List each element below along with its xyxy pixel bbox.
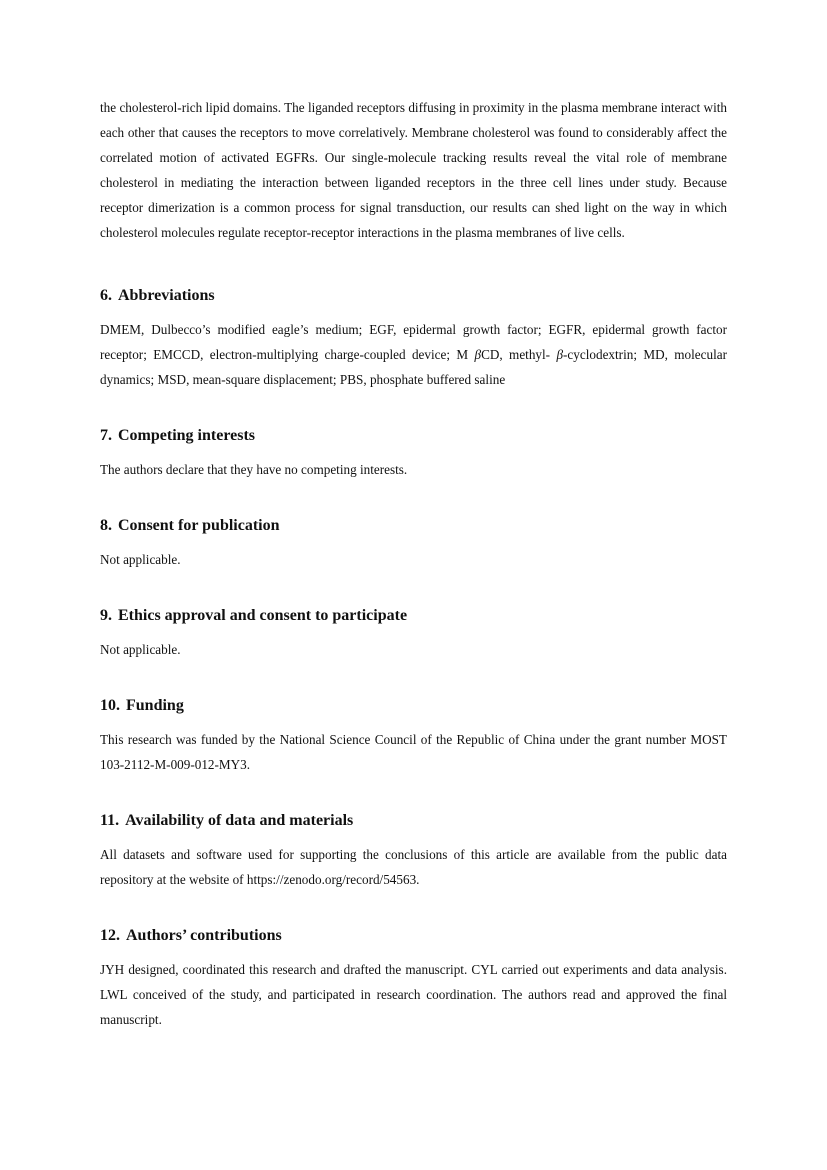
section-heading [100, 515, 727, 537]
competing-interests-paragraph: The authors declare that they have no competing interests. [100, 462, 408, 477]
section-title: Consent for publication [118, 517, 280, 534]
section-title: Abbreviations [118, 287, 215, 304]
abbrev-text-1: DMEM, Dulbecco’s modified eagle’s medium; EGF, epidermal growth factor; EGFR, epidermal growth factor receptor; EMCCD, electron-multiplying charge-coupled device; M [100, 322, 727, 362]
section-abbreviations [100, 285, 727, 392]
section-number: 10. [100, 697, 120, 714]
section-heading [100, 285, 727, 307]
beta-symbol: β [556, 347, 564, 362]
beta-symbol: β [474, 347, 482, 362]
section-ethics [100, 605, 727, 662]
section-heading [100, 695, 727, 717]
section-heading [100, 810, 727, 832]
section-title: Competing interests [118, 427, 256, 444]
section-availability [100, 810, 727, 892]
section-title: Availability of data and materials [125, 812, 354, 829]
conclusion-paragraph: the cholesterol-rich lipid domains. The liganded receptors diffusing in proximity in the plasma membrane interact with each other that causes the receptors to move correlatively. Membrane cholesterol was found to considerably affect the correlated motion of activated EGFRs. Our single-molecule tracking results reveal the vital role of membrane cholesterol in mediating the interaction between liganded receptors in the three cell lines under study. Because receptor dimerization is a common process for signal transduction, our results can shed light on the way in which cholesterol molecules regulate receptor-receptor interactions in the plasma membranes of live cells. [100, 100, 727, 240]
section-competing-interests [100, 425, 727, 482]
section-number: 6. [100, 287, 112, 304]
section-number: 9. [100, 607, 112, 624]
section-title: Funding [126, 697, 184, 714]
section-funding [100, 695, 727, 777]
section-number: 12. [100, 927, 120, 944]
abbreviations-paragraph [100, 317, 727, 392]
section-title: Ethics approval and consent to participate [118, 607, 408, 624]
contributions-paragraph: JYH designed, coordinated this research and drafted the manuscript. CYL carried out experiments and data analysis. LWL conceived of the study, and participated in research coordination. The authors read and approved the final manuscript. [100, 962, 727, 1027]
section-heading [100, 925, 727, 947]
section-heading [100, 425, 727, 447]
abbrev-text-3: -cyclodextrin; MD, molecular dynamics; MSD, mean-square displacement; PBS, phosphate buffered saline [100, 347, 728, 387]
section-heading [100, 605, 727, 627]
section-contributions [100, 925, 727, 1032]
section-consent [100, 515, 727, 572]
section-number: 7. [100, 427, 112, 444]
consent-paragraph: Not applicable. [100, 552, 181, 567]
section-title: Authors’ contributions [126, 927, 282, 944]
paper-page [100, 95, 727, 1065]
section-number: 11. [100, 812, 120, 829]
section-number: 8. [100, 517, 112, 534]
abbrev-text-2: CD, methyl- [481, 347, 557, 362]
ethics-paragraph: Not applicable. [100, 642, 181, 657]
funding-paragraph: This research was funded by the National Science Council of the Republic of China under the grant number MOST 103-2112-M-009-012-MY3. [100, 732, 727, 772]
availability-paragraph: All datasets and software used for supporting the conclusions of this article are available from the public data repository at the website of https://zenodo.org/record/54563. [100, 847, 727, 887]
